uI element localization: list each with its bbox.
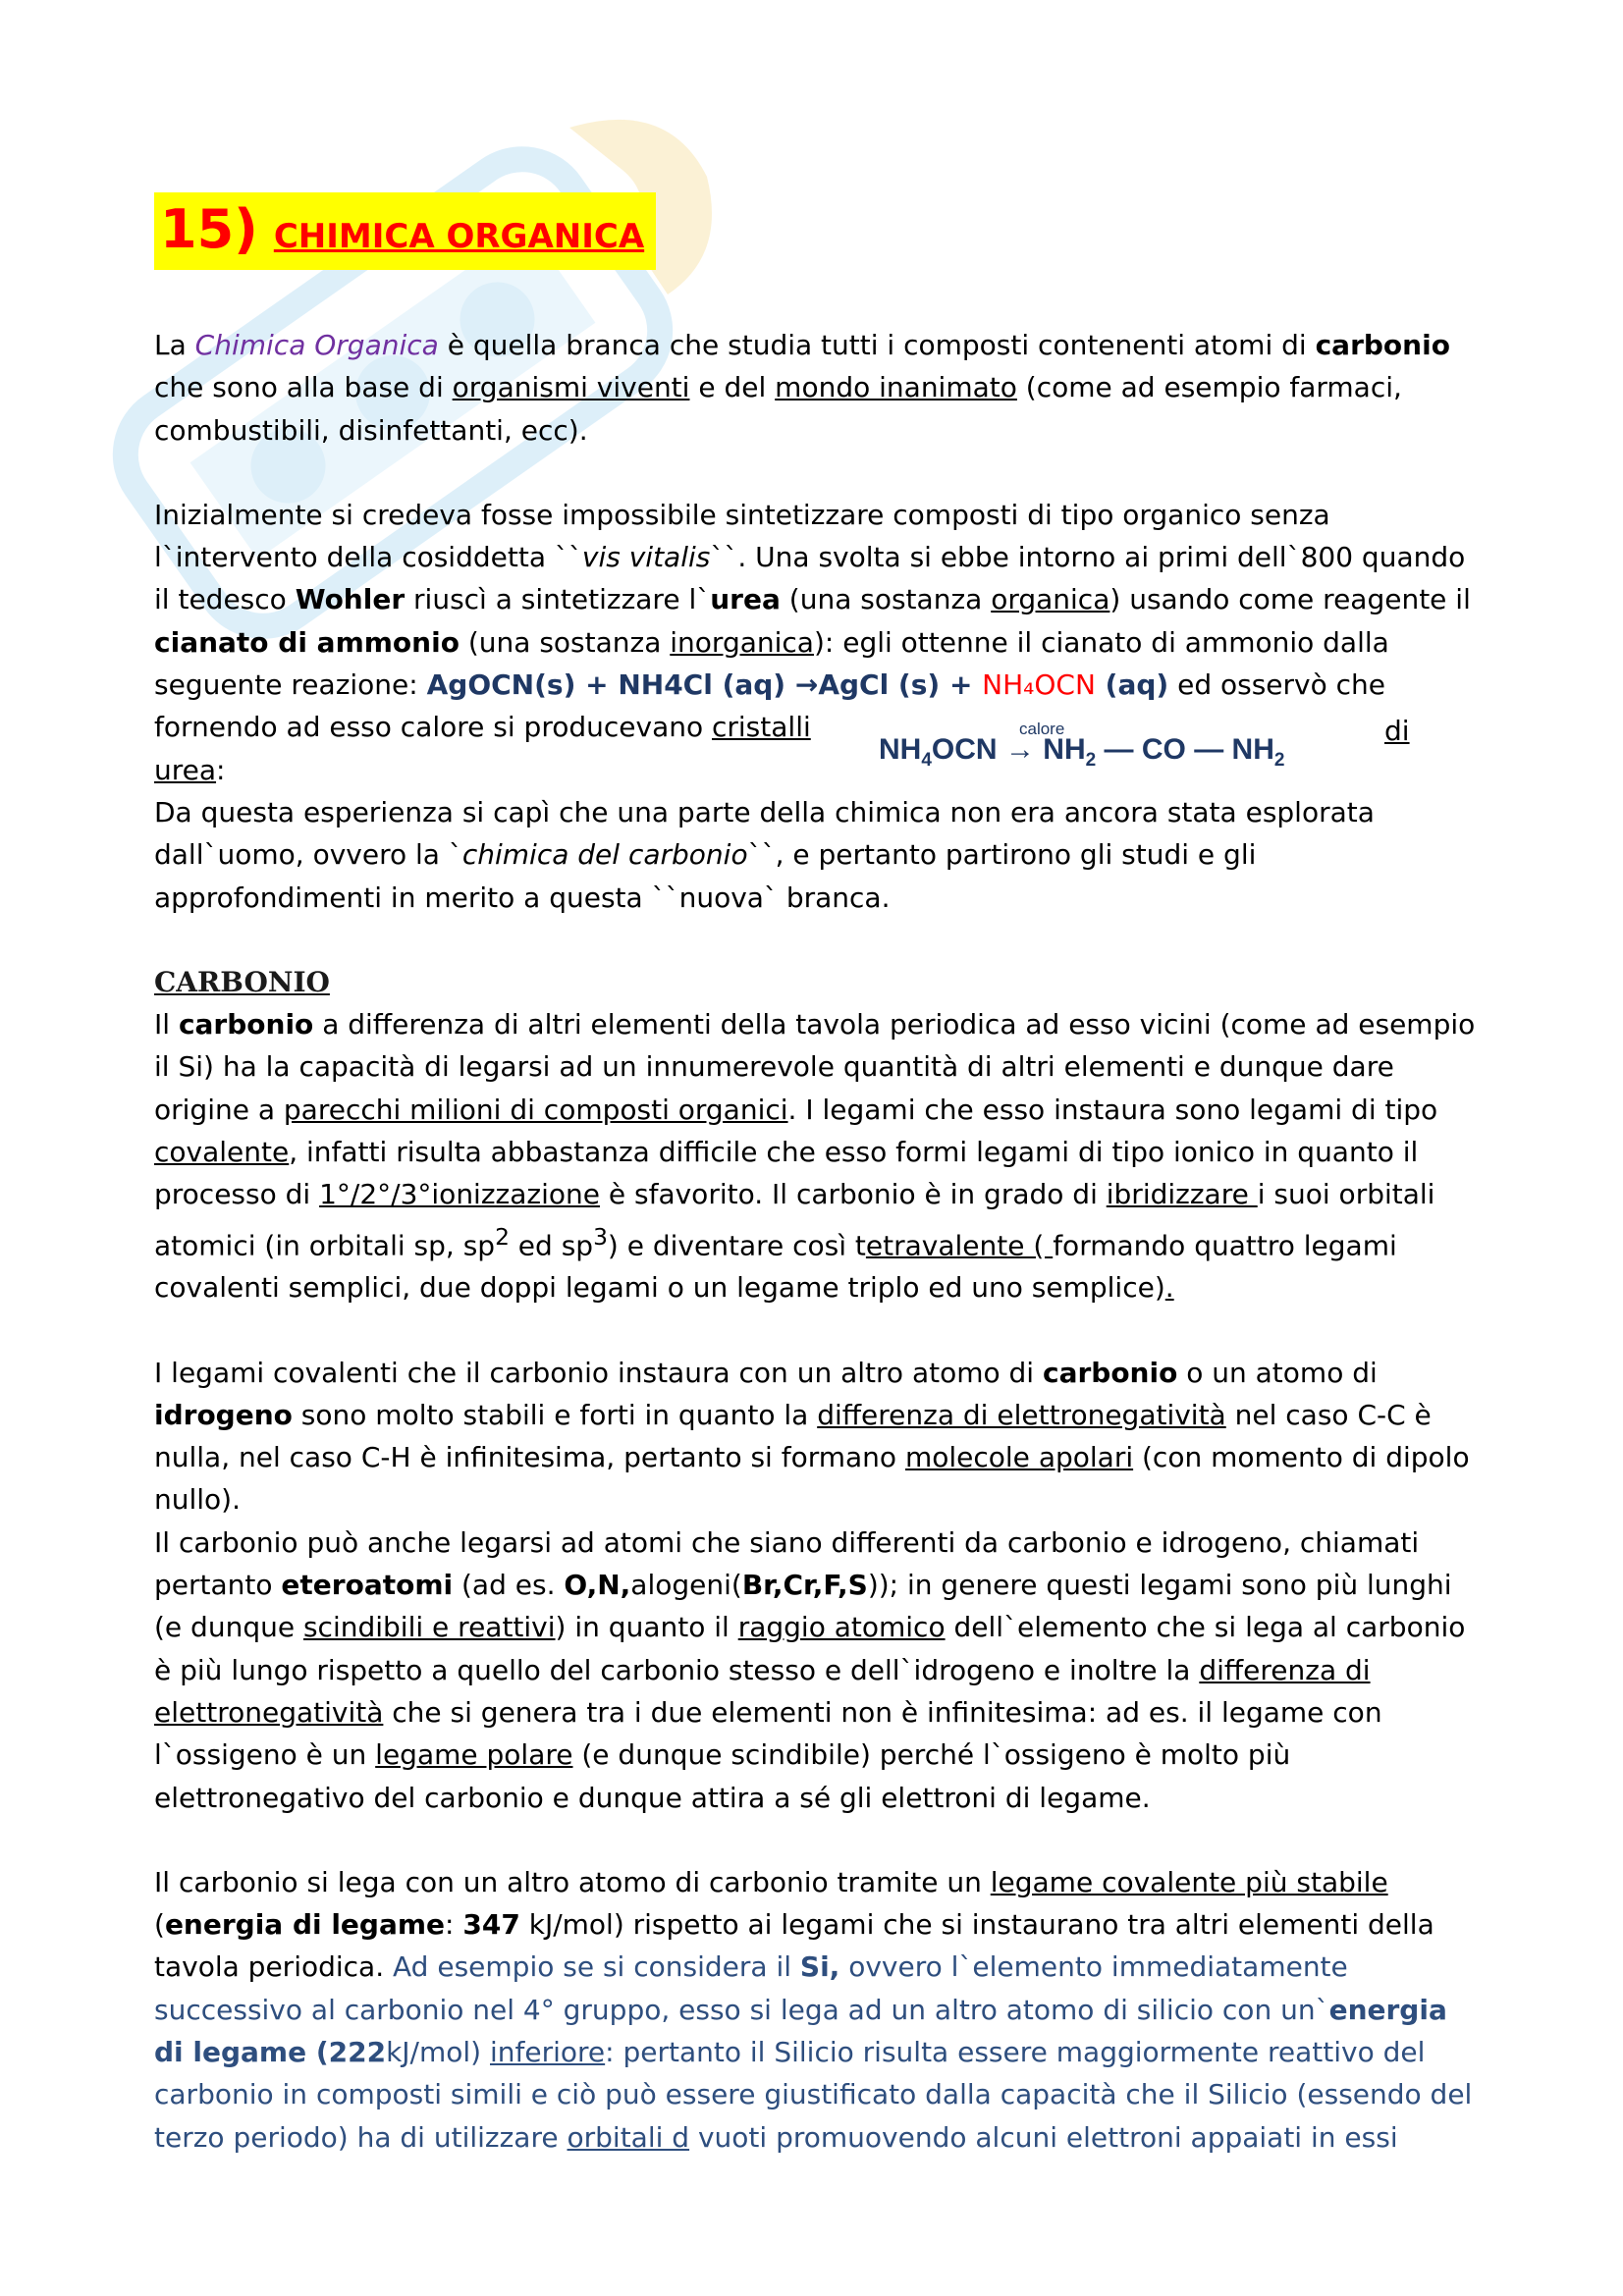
eq-lhs2: OCN [931, 733, 998, 766]
eq-rhs1-sub: 2 [1085, 750, 1097, 771]
word-di: di [1384, 715, 1410, 747]
document-body [154, 324, 1480, 2201]
eq-lhs: NH [879, 733, 922, 766]
eq-lhs-sub: 4 [921, 750, 932, 771]
eq-co: — CO — [1096, 733, 1232, 766]
section-heading-carbonio: CARBONIO [154, 965, 330, 998]
paragraph-carbonio: Il carbonio a differenza di altri elementi della tavola periodica ad esso vicini (come ad esempio il Si) ha la capacità di legarsi ad un innumerevole quantità di altri elementi e dunque dare origine a parecchi milioni di composti organici. I legami che esso instaura sono legami di tipo covalente, infatti risulta abbastanza difficile che esso formi legami di tipo ionico in quanto il processo di 1°/2°/3°ionizzazione è sfavorito. Il carbonio è in grado di ibridizzare i suoi orbitali atomici (in orbitali sp, $sp^2$ ed $sp^3$) e diventare così tetravalente ( formando quattro legami covalenti semplici, due doppi legami o un legame triplo ed uno semplice). [154, 1008, 1476, 1305]
eq-rhs2: NH [1231, 733, 1274, 766]
paragraph-legami: I legami covalenti che il carbonio instaura con un altro atomo di carbonio o un atomo di idrogeno sono molto stabili e forti in quanto la differenza di elettronegatività nel caso C-C è nulla, nel caso C-H è infinitesima, pertanto si formano molecole apolari (con momento di dipolo nullo). Il carbonio può anche legarsi ad atomi che siano differenti da carbonio e idrogeno, chiamati pertanto eteroatomi (ad es. O,N,alogeni(Br,Cr,F,S)); in genere questi legami sono più lunghi (e dunque scindibili e reattivi) in quanto il raggio atomico dell`elemento che si lega al carbonio è più lungo rispetto a quello del carbonio stesso e dell`idrogeno e inoltre la differenza di elettronegatività che si genera tra i due elementi non è infinitesima: ad es. il legame con l`ossigeno è un legame polare (e dunque scindibile) perché l`ossigeno è molto più elettronegativo del carbonio e dunque attira a sé gli elettroni di legame. [154, 1356, 1470, 1814]
eq-rhs1: NH [1043, 733, 1086, 766]
eq-rhs2-sub: 2 [1273, 750, 1285, 771]
title-text: CHIMICA ORGANICA [273, 217, 645, 256]
title-number: 15) [160, 198, 258, 260]
eq-calore: calore [1019, 720, 1065, 738]
paragraph-history: Inizialmente si credeva fosse impossibile sintetizzare composti di tipo organico senza l`intervento della cosiddetta ``vis vitalis``. Una svolta si ebbe intorno ai primi dell`800 quando il tedesco Wohler riuscì a sintetizzare l`urea (una sostanza organica) usando come reagente il cianato di ammonio (una sostanza inorganica): egli ottenne il cianato di ammonio dalla seguente reazione: AgOCN(s) + NH4Cl (aq) →AgCl (s) + NH₄OCN (aq) ed osservò che fornendo ad esso calore si producevano cristalli urea: Da questa esperienza si capì che una parte della chimica non era ancora stata esplorata dall`uomo, ovvero la `chimica del carbonio``, e pertanto partirono gli studi e gli approfondimenti in merito a questa ``nuova` branca. [154, 498, 1471, 914]
paragraph-intro: La Chimica Organica è quella branca che studia tutti i composti contenenti atomi di carbonio che sono alla base di organismi viventi e del mondo inanimato (come ad esempio farmaci, combustibili, disinfettanti, ecc). [154, 329, 1450, 447]
eq-arrow: → [1004, 733, 1035, 766]
page-title [154, 192, 656, 270]
paragraph-energia: Il carbonio si lega con un altro atomo di carbonio tramite un legame covalente più stabile (energia di legame: 347 kJ/mol) rispetto ai legami che si instaurano tra altri elementi della tavola periodica. Ad esempio se si considera il Si, ovvero l`elemento immediatamente successivo al carbonio nel 4° gruppo, esso si lega ad un altro atomo di silicio con un`energia di legame (222kJ/mol) inferiore: pertanto il Silicio risulta essere maggiormente reattivo del carbonio in composti simili e ciò può essere giustificato dalla capacità che il Silicio (essendo del terzo periodo) ha di utilizzare orbitali d vuoti promuovendo alcuni elettroni appaiati in essi [154, 1865, 1473, 2154]
